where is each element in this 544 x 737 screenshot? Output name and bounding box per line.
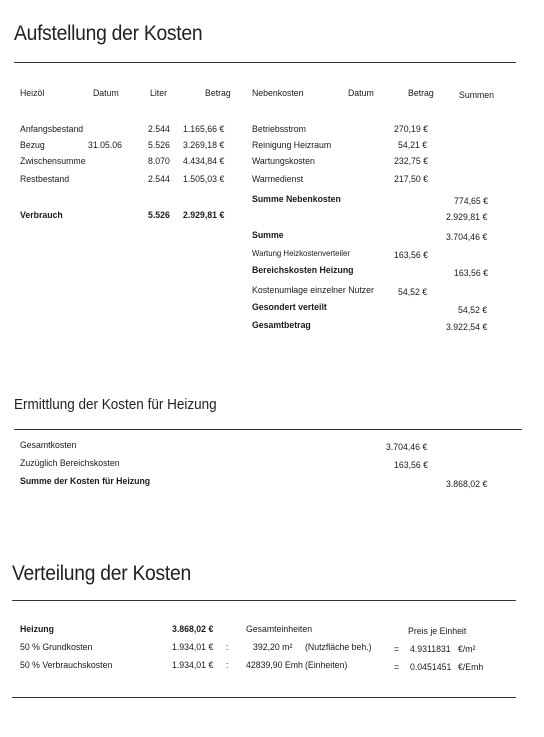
neben-row-label: Reinigung Heizraum: [252, 140, 332, 151]
ermittlung-row-betrag: 163,56 €: [394, 460, 429, 471]
verteilung-row-colon: :: [226, 660, 229, 671]
verteilung-row-colon: :: [226, 642, 229, 653]
divider: [14, 429, 522, 430]
ermittlung-summe-value: 3.868,02 €: [446, 479, 488, 490]
verteilung-row-label: 50 % Verbrauchskosten: [20, 660, 113, 671]
col-header-betrag: Betrag: [205, 88, 231, 99]
col-header-datum: Datum: [93, 88, 119, 99]
bereichskosten-value: 163,56 €: [454, 268, 489, 279]
verteilung-row-einheiten: 392,20 m²: [253, 642, 293, 653]
section-title-ermittlung: Ermittlung der Kosten für Heizung: [14, 396, 217, 413]
heizung-value: 3.868,02 €: [172, 624, 214, 635]
ermittlung-summe-label: Summe der Kosten für Heizung: [20, 476, 151, 487]
verteilung-row-preis-unit: €/Emh: [458, 662, 484, 673]
neben-row-label: Wartungskosten: [252, 156, 315, 167]
heizoel-row-betrag: 1.165,66 €: [183, 124, 225, 135]
verteilung-row-eq: =: [394, 662, 400, 673]
section-title-aufstellung: Aufstellung der Kosten: [14, 22, 203, 45]
summe-nebenkosten-value: 774,65 €: [454, 196, 489, 207]
wartung-label: Wartung Heizkostenverteiler: [252, 248, 350, 258]
verteilung-row-preis-unit: €/m²: [458, 644, 476, 655]
verteilung-row-betrag: 1.934,01 €: [172, 642, 214, 653]
neben-row-betrag: 217,50 €: [394, 174, 429, 185]
heizoel-row-liter: 2.544: [148, 174, 170, 185]
summe-nebenkosten-label: Summe Nebenkosten: [252, 194, 341, 205]
divider: [12, 600, 516, 601]
neben-row-betrag: 54,21 €: [398, 140, 428, 151]
section-title-verteilung: Verteilung der Kosten: [12, 562, 191, 585]
heizoel-row-label: Restbestand: [20, 174, 70, 185]
gesondert-value: 54,52 €: [458, 305, 488, 316]
ermittlung-row-label: Gesamtkosten: [20, 440, 77, 451]
verteilung-row-einheit-desc: (Nutzfläche beh.): [305, 642, 372, 653]
col-header-nebenkosten: Nebenkosten: [252, 88, 304, 99]
verbrauch-liter: 5.526: [148, 210, 170, 221]
verteilung-row-label: 50 % Grundkosten: [20, 642, 93, 653]
neben-row-label: Betriebsstrom: [252, 124, 306, 135]
heizoel-row-liter: 8.070: [148, 156, 170, 167]
heizoel-row-betrag: 3.269,18 €: [183, 140, 225, 151]
gesamteinheiten-label: Gesamteinheiten: [246, 624, 313, 635]
neben-row-betrag: 270,19 €: [394, 124, 429, 135]
neben-row-label: Warmedienst: [252, 174, 304, 185]
summe-value: 3.704,46 €: [446, 232, 488, 243]
gesondert-label: Gesondert verteilt: [252, 302, 327, 313]
preis-label: Preis je Einheit: [408, 626, 467, 637]
verteilung-row-betrag: 1.934,01 €: [172, 660, 214, 671]
verteilung-row-einheit-desc: (Einheiten): [305, 660, 348, 671]
gesamtbetrag-label: Gesamtbetrag: [252, 320, 311, 331]
verbrauch-label: Verbrauch: [20, 210, 63, 221]
col-header-heizoel: Heizöl: [20, 88, 45, 99]
heizoel-row-label: Anfangsbestand: [20, 124, 84, 135]
heizoel-row-betrag: 4.434,84 €: [183, 156, 225, 167]
gesamtbetrag-value: 3.922,54 €: [446, 322, 488, 333]
col-header-summen: Summen: [459, 90, 494, 101]
verteilung-row-einheiten: 42839,90 Emh: [246, 660, 303, 671]
ermittlung-row-betrag: 3.704,46 €: [386, 442, 428, 453]
neben-row-betrag: 232,75 €: [394, 156, 429, 167]
summe-verbrauch-value: 2.929,81 €: [446, 212, 488, 223]
heizoel-row-liter: 2.544: [148, 124, 170, 135]
kostenumlage-label: Kostenumlage einzelner Nutzer: [252, 285, 374, 296]
verbrauch-betrag: 2.929,81 €: [183, 210, 225, 221]
heizoel-row-liter: 5.526: [148, 140, 170, 151]
divider: [14, 62, 516, 63]
heizoel-row-datum: 31.05.06: [88, 140, 123, 151]
wartung-betrag: 163,56 €: [394, 250, 429, 261]
verteilung-row-eq: =: [394, 644, 400, 655]
verteilung-row-preis: 4.9311831: [410, 644, 451, 655]
col-header-liter: Liter: [150, 88, 168, 99]
ermittlung-row-label: Zuzüglich Bereichskosten: [20, 458, 120, 469]
heizoel-row-label: Zwischensumme: [20, 156, 86, 167]
summe-label: Summe: [252, 230, 284, 241]
heizung-label: Heizung: [20, 624, 54, 635]
heizoel-row-label: Bezug: [20, 140, 45, 151]
col-header-neben-betrag: Betrag: [408, 88, 434, 99]
bereichskosten-label: Bereichskosten Heizung: [252, 265, 354, 276]
kostenumlage-betrag: 54,52 €: [398, 287, 428, 298]
divider: [12, 697, 516, 698]
heizoel-row-betrag: 1.505,03 €: [183, 174, 225, 185]
col-header-neben-datum: Datum: [348, 88, 374, 99]
verteilung-row-preis: 0.0451451: [410, 662, 452, 673]
